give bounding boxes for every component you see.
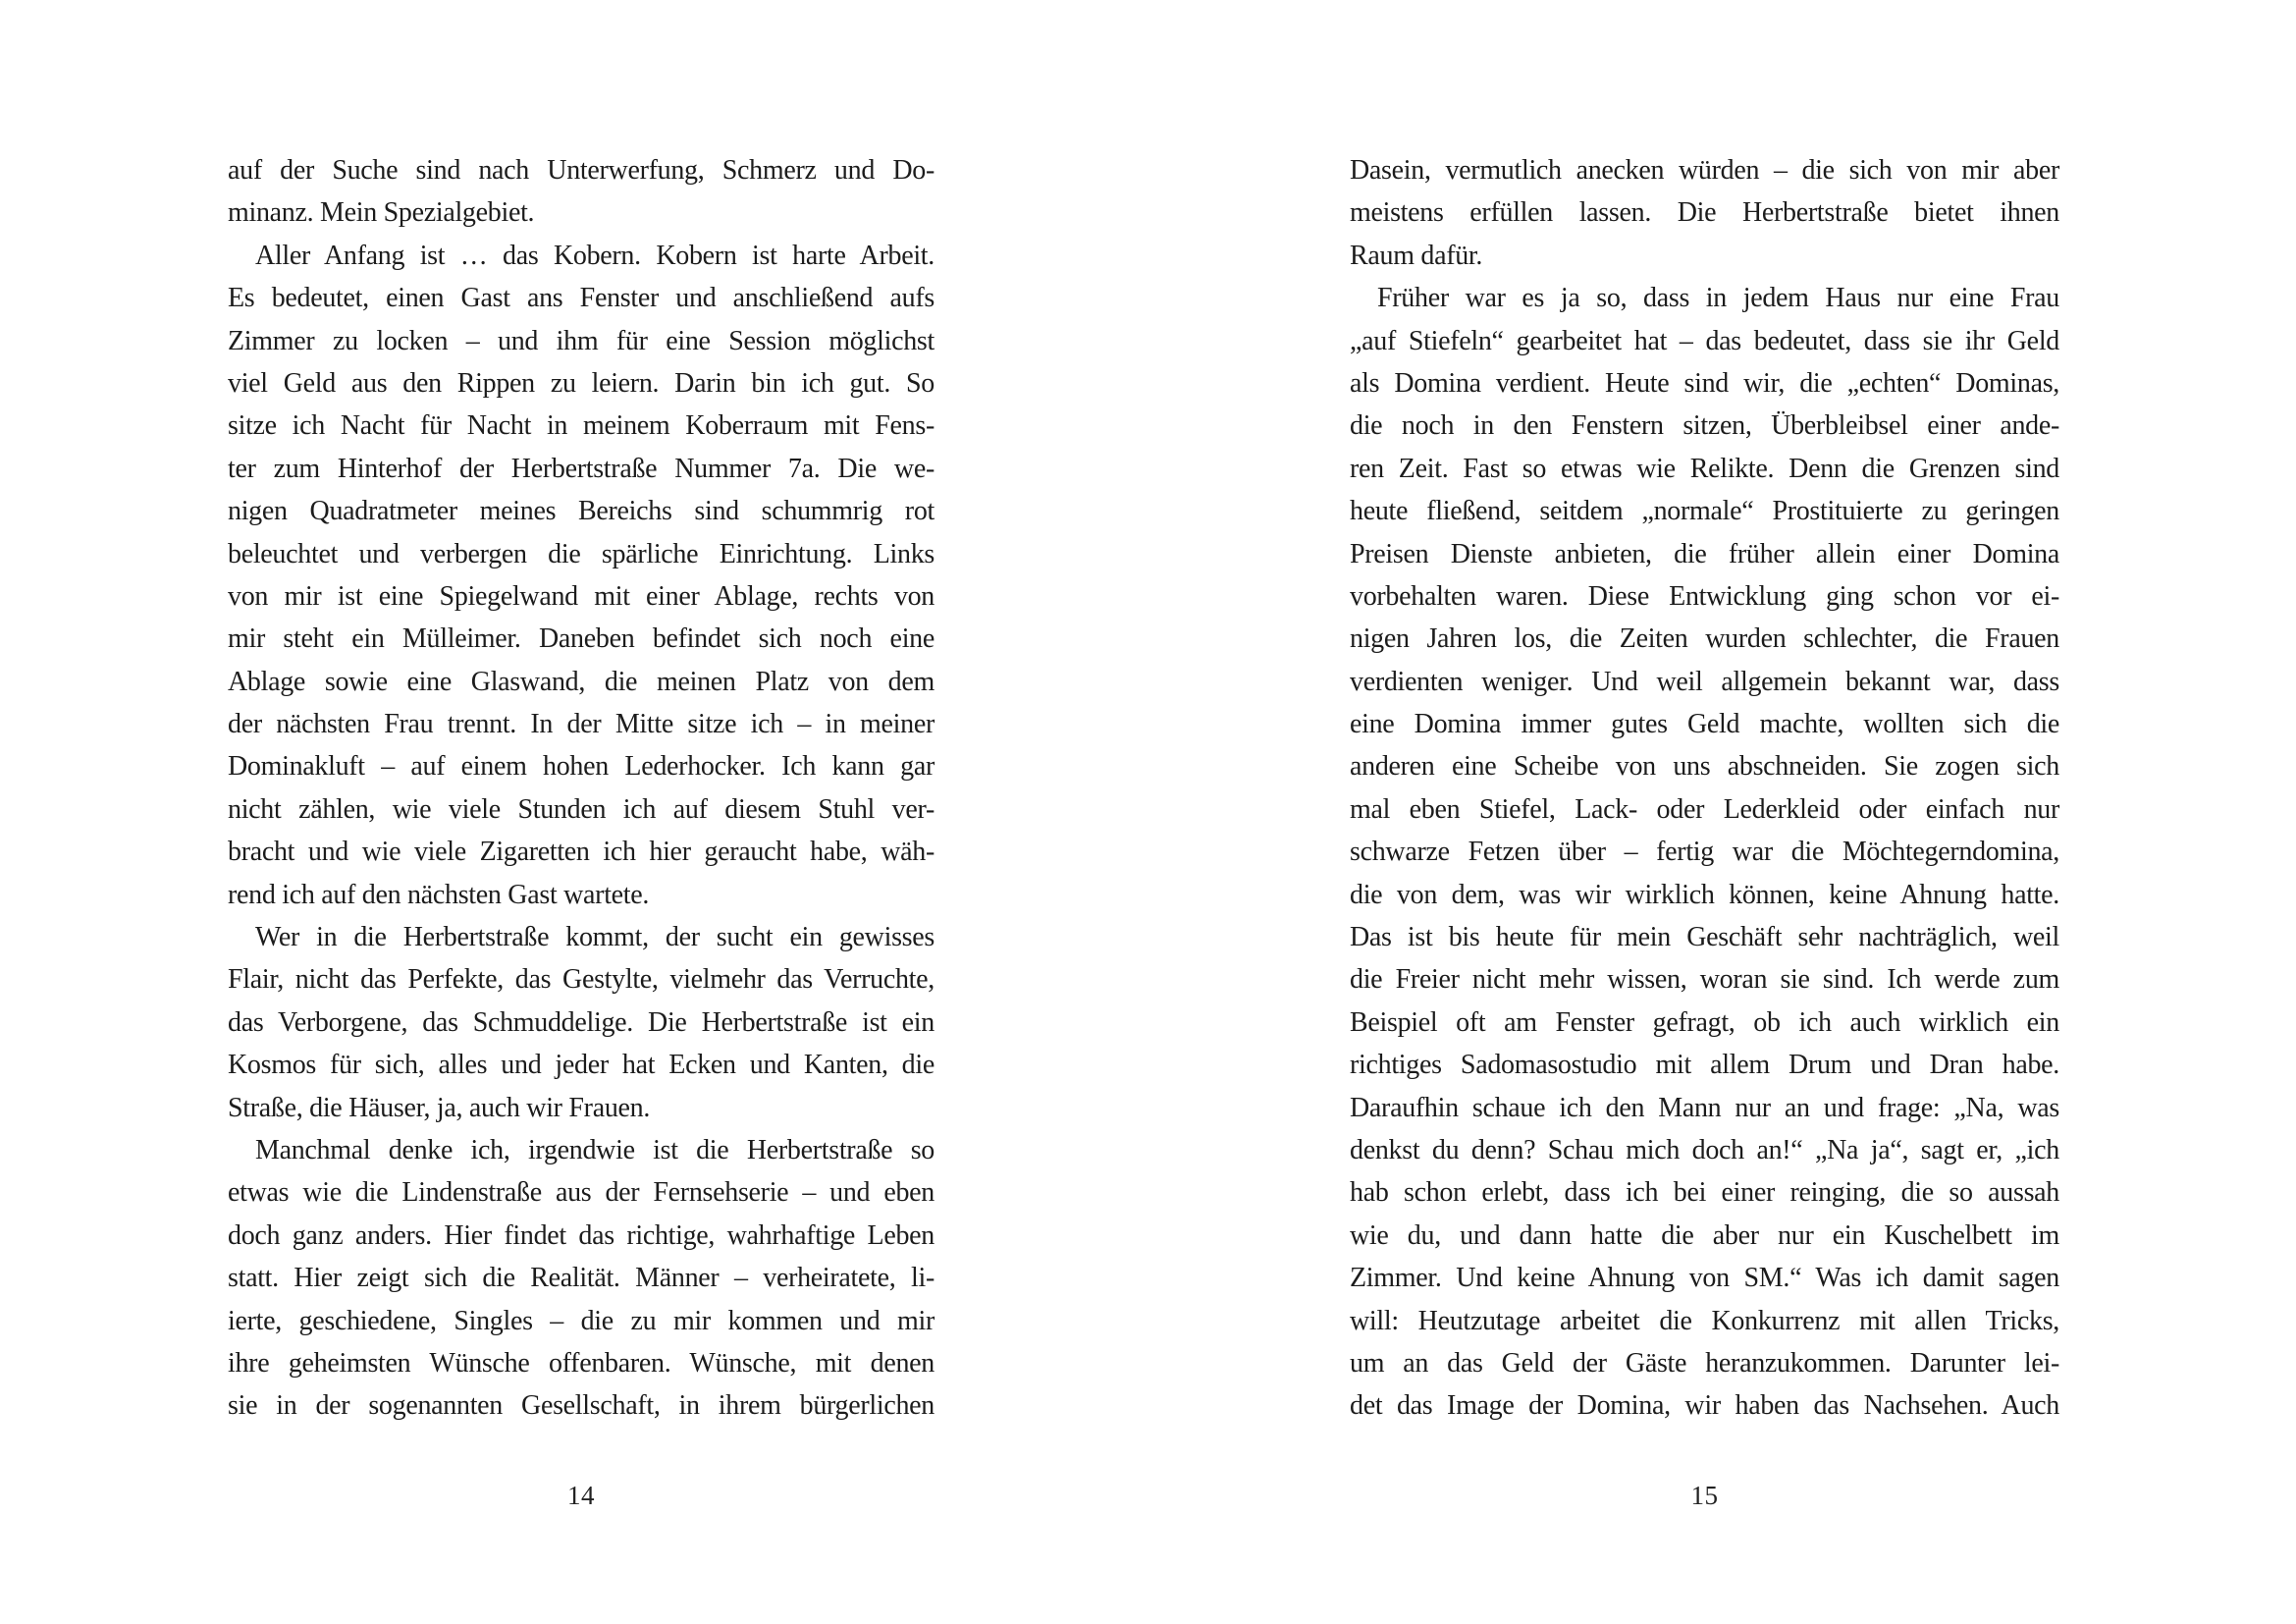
- text-line: ihre geheimsten Wünsche offenbaren. Wünsche, mit denen: [228, 1347, 934, 1379]
- text-line: bracht und wie viele Zigaretten ich hier geraucht habe, wäh-: [228, 837, 934, 868]
- text-line: beleuchtet und verbergen die spärliche Einrichtung. Links: [228, 538, 934, 569]
- text-line: etwas wie die Lindenstraße aus der Fernsehserie – und eben: [228, 1177, 934, 1209]
- text-line: ren Zeit. Fast so etwas wie Relikte. Denn die Grenzen sind: [1350, 453, 2059, 484]
- text-line: der nächsten Frau trennt. In der Mitte sitze ich – in meiner: [228, 709, 934, 740]
- text-line: wie du, und dann hatte die aber nur ein Kuschelbett im: [1350, 1219, 2059, 1251]
- text-line: hab schon erlebt, dass ich bei einer reinging, die so aussah: [1350, 1177, 2059, 1209]
- text-line: als Domina verdient. Heute sind wir, die „echten“ Dominas,: [1350, 367, 2059, 399]
- text-line: Ablage sowie eine Glaswand, die meinen Platz von dem: [228, 666, 934, 697]
- text-line: Manchmal denke ich, irgendwie ist die Herbertstraße so: [255, 1134, 934, 1165]
- text-line: nicht zählen, wie viele Stunden ich auf diesem Stuhl ver-: [228, 793, 934, 825]
- left-page-text-block: [228, 149, 934, 1428]
- text-line: Dominakluft – auf einem hohen Lederhocker. Ich kann gar: [228, 751, 934, 783]
- text-line: Kosmos für sich, alles und jeder hat Ecken und Kanten, die: [228, 1050, 934, 1081]
- text-line: Wer in die Herbertstraße kommt, der sucht ein gewisses: [255, 922, 934, 953]
- text-line: Es bedeutet, einen Gast ans Fenster und anschließend aufs: [228, 283, 934, 314]
- page-number-left: 14: [567, 1481, 595, 1510]
- text-line: Raum dafür.: [1350, 240, 1483, 271]
- text-line: ter zum Hinterhof der Herbertstraße Nummer 7a. Die we-: [228, 453, 934, 484]
- text-line: richtiges Sadomasostudio mit allem Drum und Dran habe.: [1350, 1050, 2059, 1081]
- text-line: doch ganz anders. Hier findet das richtige, wahrhaftige Leben: [228, 1219, 934, 1251]
- text-line: det das Image der Domina, wir haben das Nachsehen. Auch: [1350, 1390, 2059, 1422]
- text-line: rend ich auf den nächsten Gast wartete.: [228, 879, 650, 910]
- text-line: verdienten weniger. Und weil allgemein bekannt war, dass: [1350, 666, 2059, 697]
- text-line: eine Domina immer gutes Geld machte, wollten sich die: [1350, 709, 2059, 740]
- text-line: will: Heutzutage arbeitet die Konkurrenz mit allen Tricks,: [1350, 1305, 2059, 1336]
- text-line: heute fließend, seitdem „normale“ Prostituierte zu geringen: [1350, 496, 2059, 527]
- text-line: von mir ist eine Spiegelwand mit einer Ablage, rechts von: [228, 580, 934, 612]
- text-line: sie in der sogenannten Gesellschaft, in ihrem bürgerlichen: [228, 1390, 934, 1422]
- text-line: um an das Geld der Gäste heranzukommen. Darunter lei-: [1350, 1347, 2059, 1379]
- right-page-text-block: [1350, 149, 2059, 1428]
- page-number-right: 15: [1690, 1481, 1719, 1510]
- text-line: die noch in den Fenstern sitzen, Überbleibsel einer ande-: [1350, 410, 2059, 442]
- text-line: Früher war es ja so, dass in jedem Haus nur eine Frau: [1377, 283, 2059, 314]
- text-line: Aller Anfang ist … das Kobern. Kobern ist harte Arbeit.: [255, 240, 934, 271]
- text-line: denkst du denn? Schau mich doch an!“ „Na ja“, sagt er, „ich: [1350, 1134, 2059, 1165]
- text-line: nigen Quadratmeter meines Bereichs sind schummrig rot: [228, 496, 934, 527]
- text-line: auf der Suche sind nach Unterwerfung, Schmerz und Do-: [228, 155, 934, 186]
- text-line: das Verborgene, das Schmuddelige. Die Herbertstraße ist ein: [228, 1006, 934, 1038]
- text-line: Straße, die Häuser, ja, auch wir Frauen.: [228, 1092, 651, 1123]
- text-line: schwarze Fetzen über – fertig war die Möchtegerndomina,: [1350, 837, 2059, 868]
- text-line: meistens erfüllen lassen. Die Herbertstraße bietet ihnen: [1350, 197, 2059, 229]
- text-line: Das ist bis heute für mein Geschäft sehr nachträglich, weil: [1350, 922, 2059, 953]
- text-line: Preisen Dienste anbieten, die früher allein einer Domina: [1350, 538, 2059, 569]
- text-line: minanz. Mein Spezialgebiet.: [228, 197, 535, 229]
- text-line: Flair, nicht das Perfekte, das Gestylte, vielmehr das Verruchte,: [228, 964, 934, 996]
- text-line: viel Geld aus den Rippen zu leiern. Darin bin ich gut. So: [228, 367, 934, 399]
- text-line: die Freier nicht mehr wissen, woran sie sind. Ich werde zum: [1350, 964, 2059, 996]
- text-line: Dasein, vermutlich anecken würden – die sich von mir aber: [1350, 155, 2059, 186]
- text-line: Daraufhin schaue ich den Mann nur an und frage: „Na, was: [1350, 1092, 2059, 1123]
- text-line: „auf Stiefeln“ gearbeitet hat – das bedeutet, dass sie ihr Geld: [1350, 325, 2059, 356]
- text-line: mal eben Stiefel, Lack- oder Lederkleid oder einfach nur: [1350, 793, 2059, 825]
- text-line: die von dem, was wir wirklich können, keine Ahnung hatte.: [1350, 879, 2059, 910]
- text-line: statt. Hier zeigt sich die Realität. Männer – verheiratete, li-: [228, 1263, 934, 1294]
- text-line: sitze ich Nacht für Nacht in meinem Koberraum mit Fens-: [228, 410, 934, 442]
- text-line: vorbehalten waren. Diese Entwicklung ging schon vor ei-: [1350, 580, 2059, 612]
- text-line: ierte, geschiedene, Singles – die zu mir kommen und mir: [228, 1305, 934, 1336]
- text-line: nigen Jahren los, die Zeiten wurden schlechter, die Frauen: [1350, 623, 2059, 655]
- text-line: Beispiel oft am Fenster gefragt, ob ich auch wirklich ein: [1350, 1006, 2059, 1038]
- text-line: Zimmer. Und keine Ahnung von SM.“ Was ich damit sagen: [1350, 1263, 2059, 1294]
- text-line: mir steht ein Mülleimer. Daneben befindet sich noch eine: [228, 623, 934, 655]
- text-line: Zimmer zu locken – und ihm für eine Session möglichst: [228, 325, 934, 356]
- text-line: anderen eine Scheibe von uns abschneiden. Sie zogen sich: [1350, 751, 2059, 783]
